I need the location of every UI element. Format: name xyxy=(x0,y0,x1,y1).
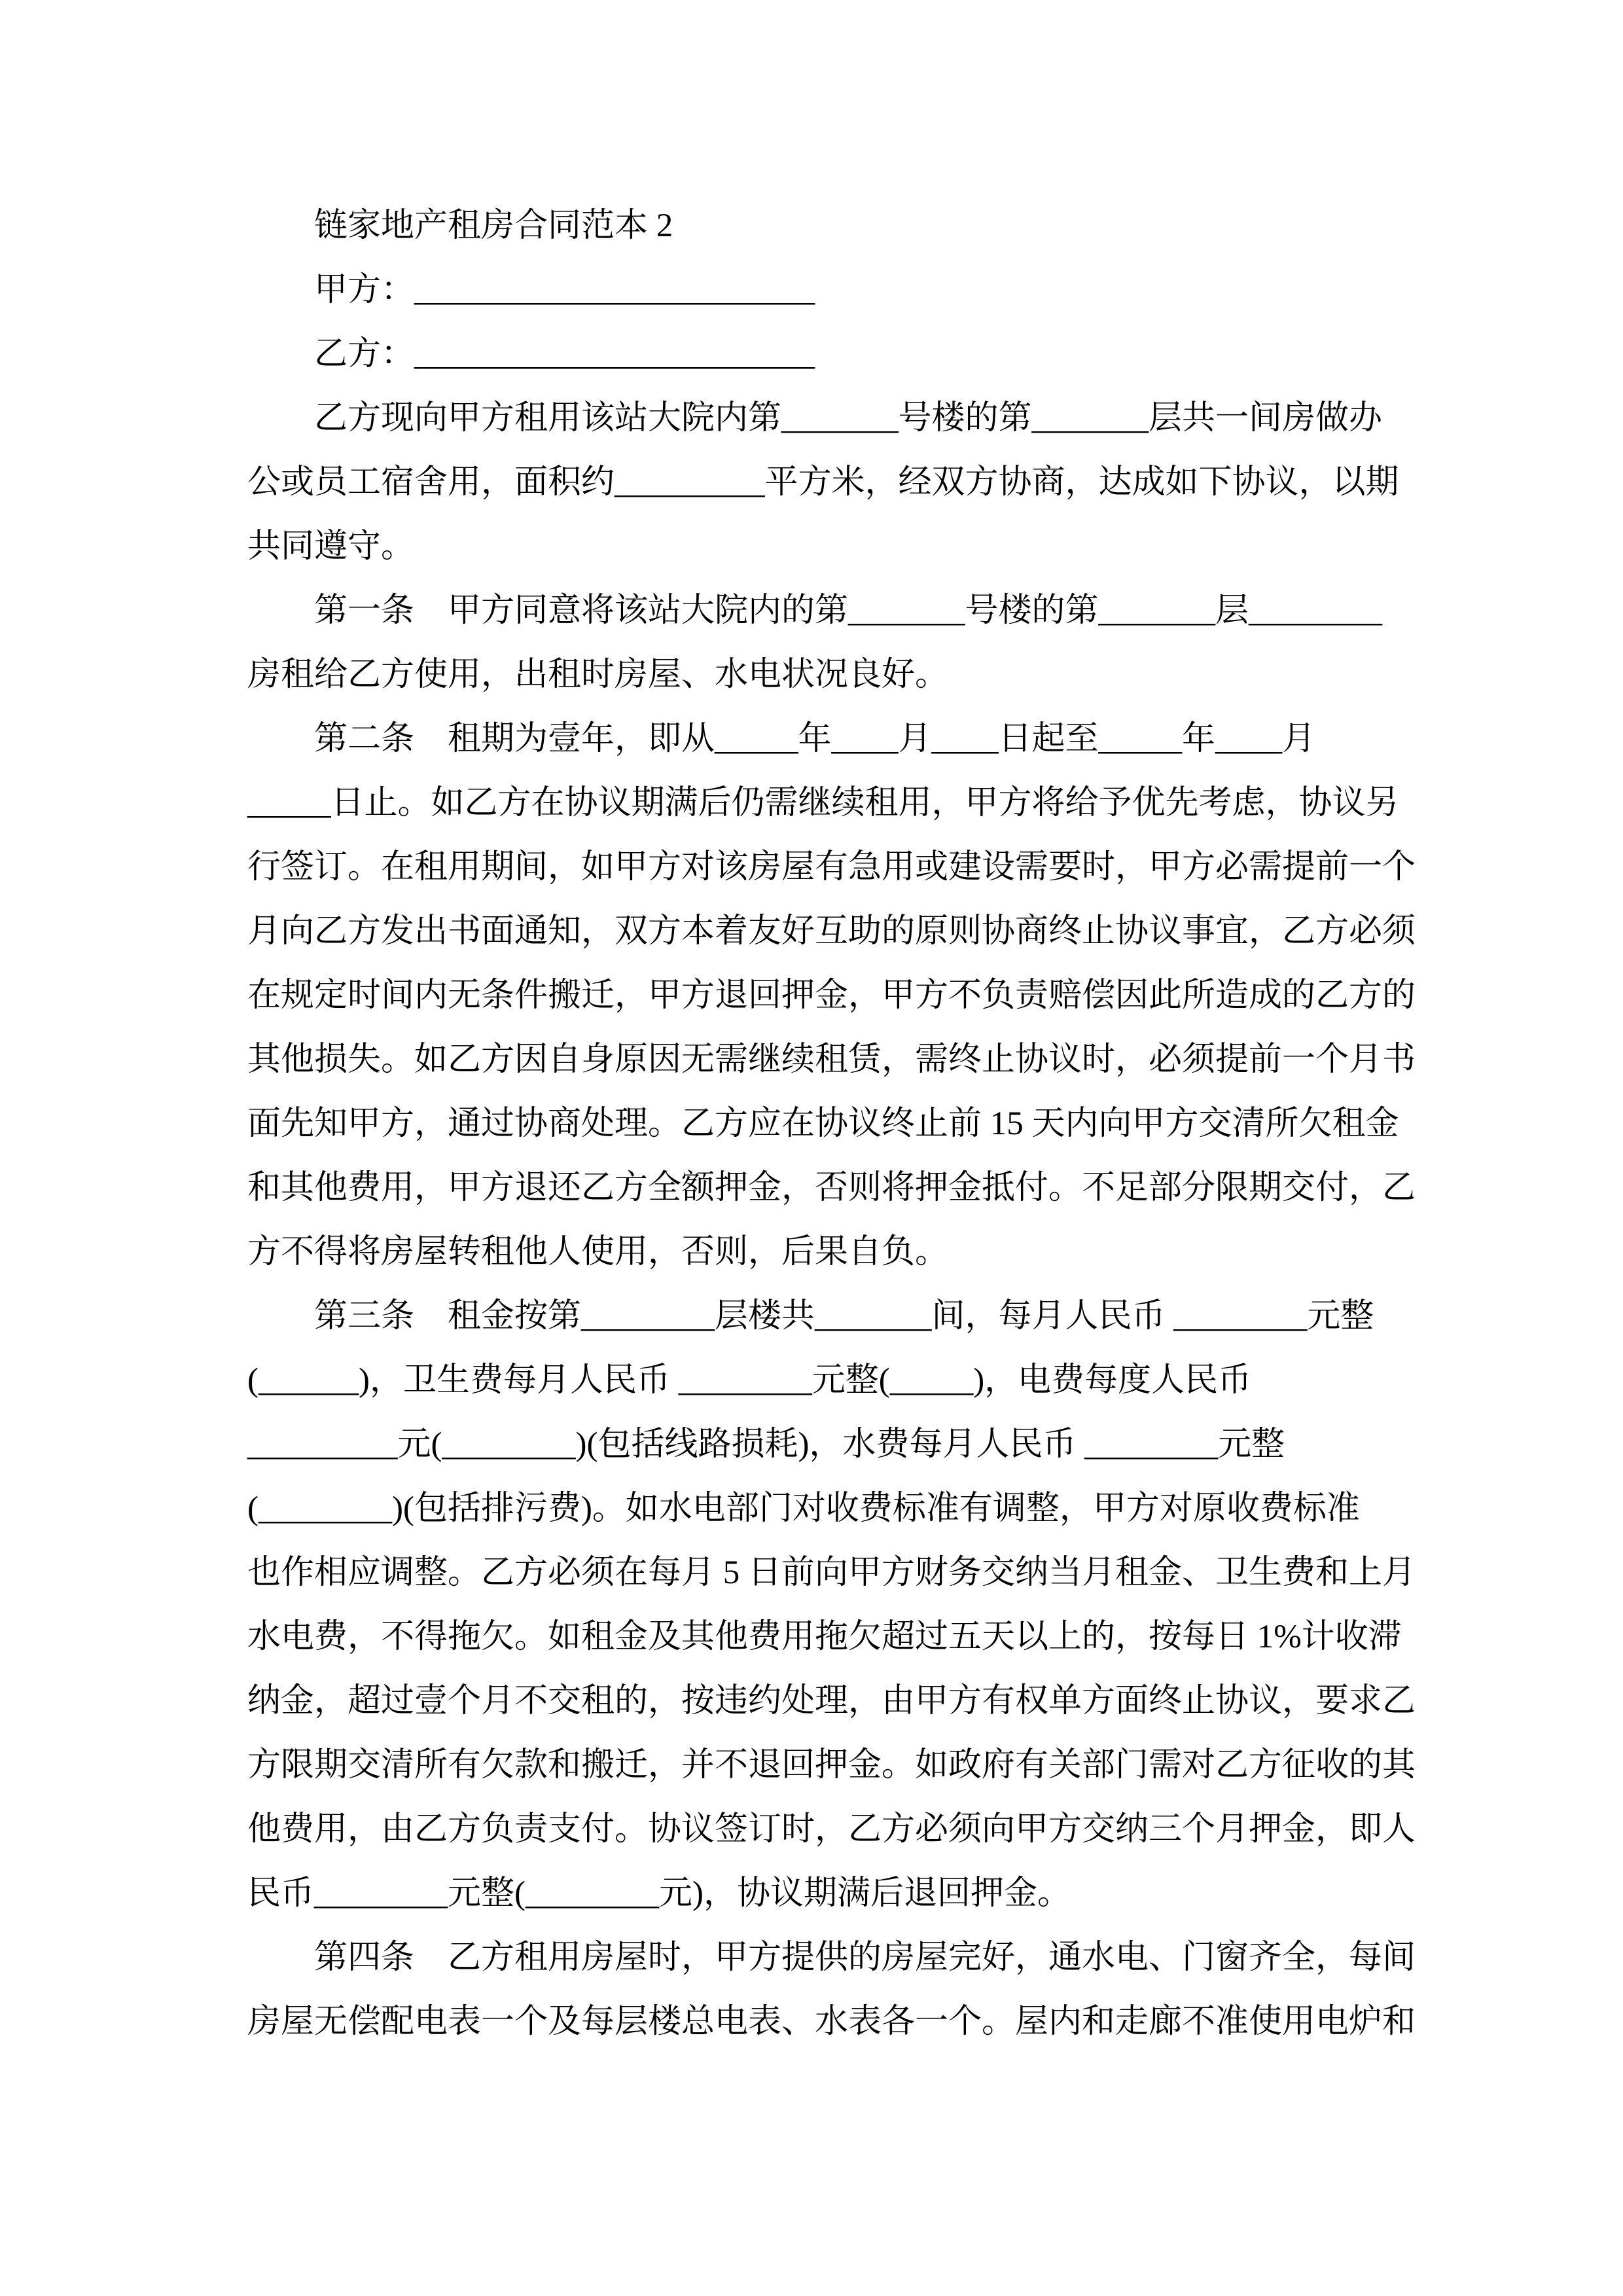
text-line-6: 第一条 甲方同意将该站大院内的第_______号楼的第_______层________ xyxy=(314,592,1383,629)
text-line-17: 第三条 租金按第________层楼共_______间，每月人民币 ________元整 xyxy=(314,1298,1374,1335)
text-line-8: 第二条 租期为壹年，即从_____年____月____日起至_____年____月 xyxy=(314,721,1316,757)
text-line-15: 和其他费用，甲方退还乙方全额押金，否则将押金抵付。不足部分限期交付，乙 xyxy=(247,1170,1416,1206)
text-line-26: 民币________元整(________元)，协议期满后退回押金。 xyxy=(247,1875,1071,1912)
text-line-24: 方限期交清所有欠款和搬迁，并不退回押金。如政府有关部门需对乙方征收的其 xyxy=(247,1747,1416,1784)
document-title: 链家地产租房合同范本 2 xyxy=(314,207,673,244)
text-line-11: 月向乙方发出书面通知，双方本着友好互助的原则协商终止协议事宜，乙方必须 xyxy=(247,913,1416,950)
document-lines xyxy=(247,194,1416,2054)
text-line-20: (________)(包括排污费)。如水电部门对收费标准有调整，甲方对原收费标准 xyxy=(247,1490,1360,1527)
text-line-22: 水电费，不得拖欠。如租金及其他费用拖欠超过五天以上的，按每日 1%计收滞 xyxy=(247,1619,1402,1655)
text-line-12: 在规定时间内无条件搬迁，甲方退回押金，甲方不负责赔偿因此所造成的乙方的 xyxy=(247,977,1416,1014)
text-line-3: 乙方现向甲方租用该站大院内第_______号楼的第_______层共一间房做办 xyxy=(314,400,1383,437)
text-line-13: 其他损失。如乙方因自身原因无需继续租赁，需终止协议时，必须提前一个月书 xyxy=(247,1041,1416,1078)
text-line-1: 甲方：________________________ xyxy=(314,272,815,308)
text-line-21: 也作相应调整。乙方必须在每月 5 日前向甲方财务交纳当月租金、卫生费和上月 xyxy=(247,1554,1416,1591)
text-line-25: 他费用，由乙方负责支付。协议签订时，乙方必须向甲方交纳三个月押金，即人 xyxy=(247,1811,1416,1848)
text-line-28: 房屋无偿配电表一个及每层楼总电表、水表各一个。屋内和走廊不准使用电炉和 xyxy=(247,2003,1416,2040)
text-line-14: 面先知甲方，通过协商处理。乙方应在协议终止前 15 天内向甲方交清所欠租金 xyxy=(247,1105,1399,1142)
text-line-18: (______)，卫生费每月人民币 ________元整(_____)，电费每度人民币 xyxy=(247,1362,1252,1399)
text-line-19: _________元(________)(包括线路损耗)，水费每月人民币 ________元整 xyxy=(247,1426,1285,1463)
text-line-23: 纳金，超过壹个月不交租的，按违约处理，由甲方有权单方面终止协议，要求乙 xyxy=(247,1683,1416,1719)
text-line-5: 共同遵守。 xyxy=(247,528,415,565)
text-line-9: _____日止。如乙方在协议期满后仍需继续租用，甲方将给予优先考虑，协议另 xyxy=(247,785,1399,821)
text-line-10: 行签订。在租用期间，如甲方对该房屋有急用或建设需要时，甲方必需提前一个 xyxy=(247,849,1416,886)
text-line-7: 房租给乙方使用，出租时房屋、水电状况良好。 xyxy=(247,656,949,693)
text-line-4: 公或员工宿舍用，面积约_________平方米，经双方协商，达成如下协议，以期 xyxy=(247,464,1399,501)
text-line-27: 第四条 乙方租用房屋时，甲方提供的房屋完好，通水电、门窗齐全，每间 xyxy=(314,1939,1416,1976)
text-line-2: 乙方：________________________ xyxy=(314,336,815,372)
text-line-16: 方不得将房屋转租他人使用，否则，后果自负。 xyxy=(247,1234,949,1270)
